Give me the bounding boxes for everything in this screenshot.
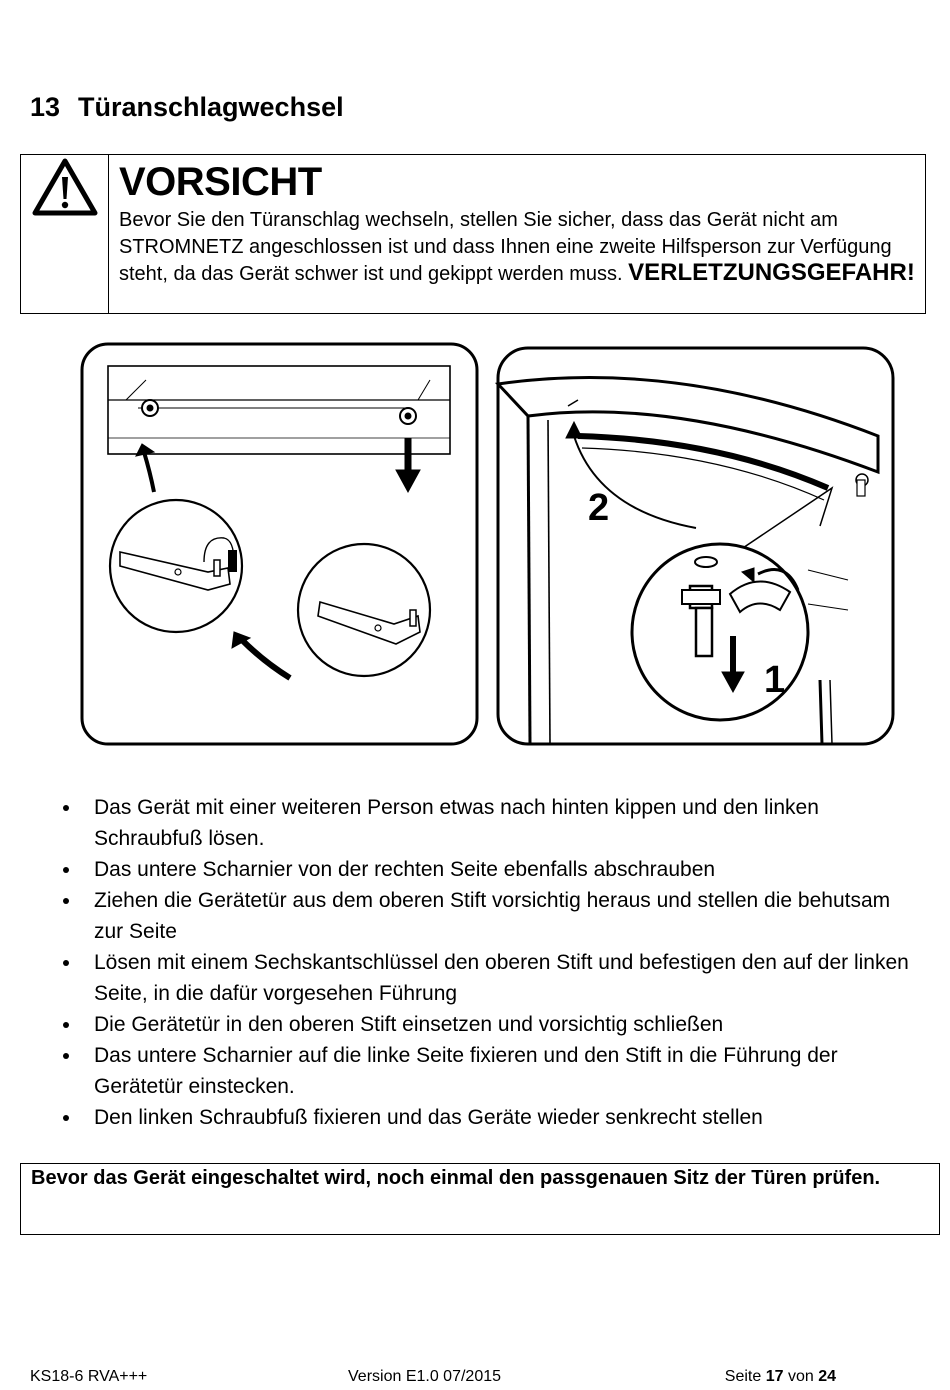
- injury-warning: VERLETZUNGSGEFAHR!: [628, 259, 915, 286]
- page-footer: [30, 1368, 840, 1390]
- note-text: Bevor das Gerät eingeschaltet wird, noch einmal den passgenauen Sitz der Türen prüfen.: [31, 1167, 881, 1189]
- caution-title: VORSICHT: [119, 160, 322, 204]
- left-panel-illustration: [82, 344, 477, 744]
- page-total: 24: [818, 1368, 836, 1385]
- list-item: Die Gerätetür in den oberen Stift einsetzen und vorsichtig schließen: [56, 1009, 916, 1040]
- list-item: Das untere Scharnier von der rechten Seite ebenfalls abschrauben: [56, 854, 916, 885]
- warning-triangle-icon: [31, 157, 99, 217]
- step-2-label: 2: [588, 487, 610, 529]
- caution-box: [20, 154, 926, 314]
- footer-model: KS18-6 RVA+++: [30, 1368, 148, 1385]
- illustration-svg: [78, 340, 898, 750]
- caution-text: [119, 207, 915, 288]
- right-panel-illustration: [498, 348, 893, 744]
- instruction-list: [56, 792, 916, 1133]
- caution-body: Bevor Sie den Türanschlag wechseln, stellen Sie sicher, dass das Gerät nicht am STROMNETZ angeschlossen ist und dass Ihnen eine zweite Hilfsperson zur Verfügung steht, da das Gerät schwer ist und gekippt werden muss.: [119, 209, 892, 285]
- list-item: Den linken Schraubfuß fixieren und das Geräte wieder senkrecht stellen: [56, 1102, 916, 1133]
- list-item: Das Gerät mit einer weiteren Person etwas nach hinten kippen und den linken Schraubfuß lösen.: [56, 792, 916, 854]
- page-prefix: Seite: [724, 1368, 762, 1385]
- list-item: Lösen mit einem Sechskantschlüssel den oberen Stift und befestigen den auf der linken Seite, in die dafür vorgesehen Führung: [56, 947, 916, 1009]
- page-current: 17: [765, 1368, 784, 1385]
- door-reversal-illustration: [78, 340, 898, 750]
- note-box: [20, 1163, 940, 1235]
- footer-page-number: [725, 1368, 836, 1386]
- caution-icon-cell: [21, 155, 109, 313]
- section-heading: [30, 92, 344, 123]
- page-sep: von: [787, 1368, 814, 1385]
- section-number: 13: [30, 92, 61, 122]
- footer-version: Version E1.0 07/2015: [348, 1368, 502, 1385]
- list-item: Das untere Scharnier auf die linke Seite fixieren und den Stift in die Führung der Gerätetür einstecken.: [56, 1040, 916, 1102]
- list-item: Ziehen die Gerätetür aus dem oberen Stift vorsichtig heraus und stellen die behutsam zur Seite: [56, 885, 916, 947]
- step-1-label: 1: [764, 659, 786, 701]
- section-title: Türanschlagwechsel: [78, 92, 344, 122]
